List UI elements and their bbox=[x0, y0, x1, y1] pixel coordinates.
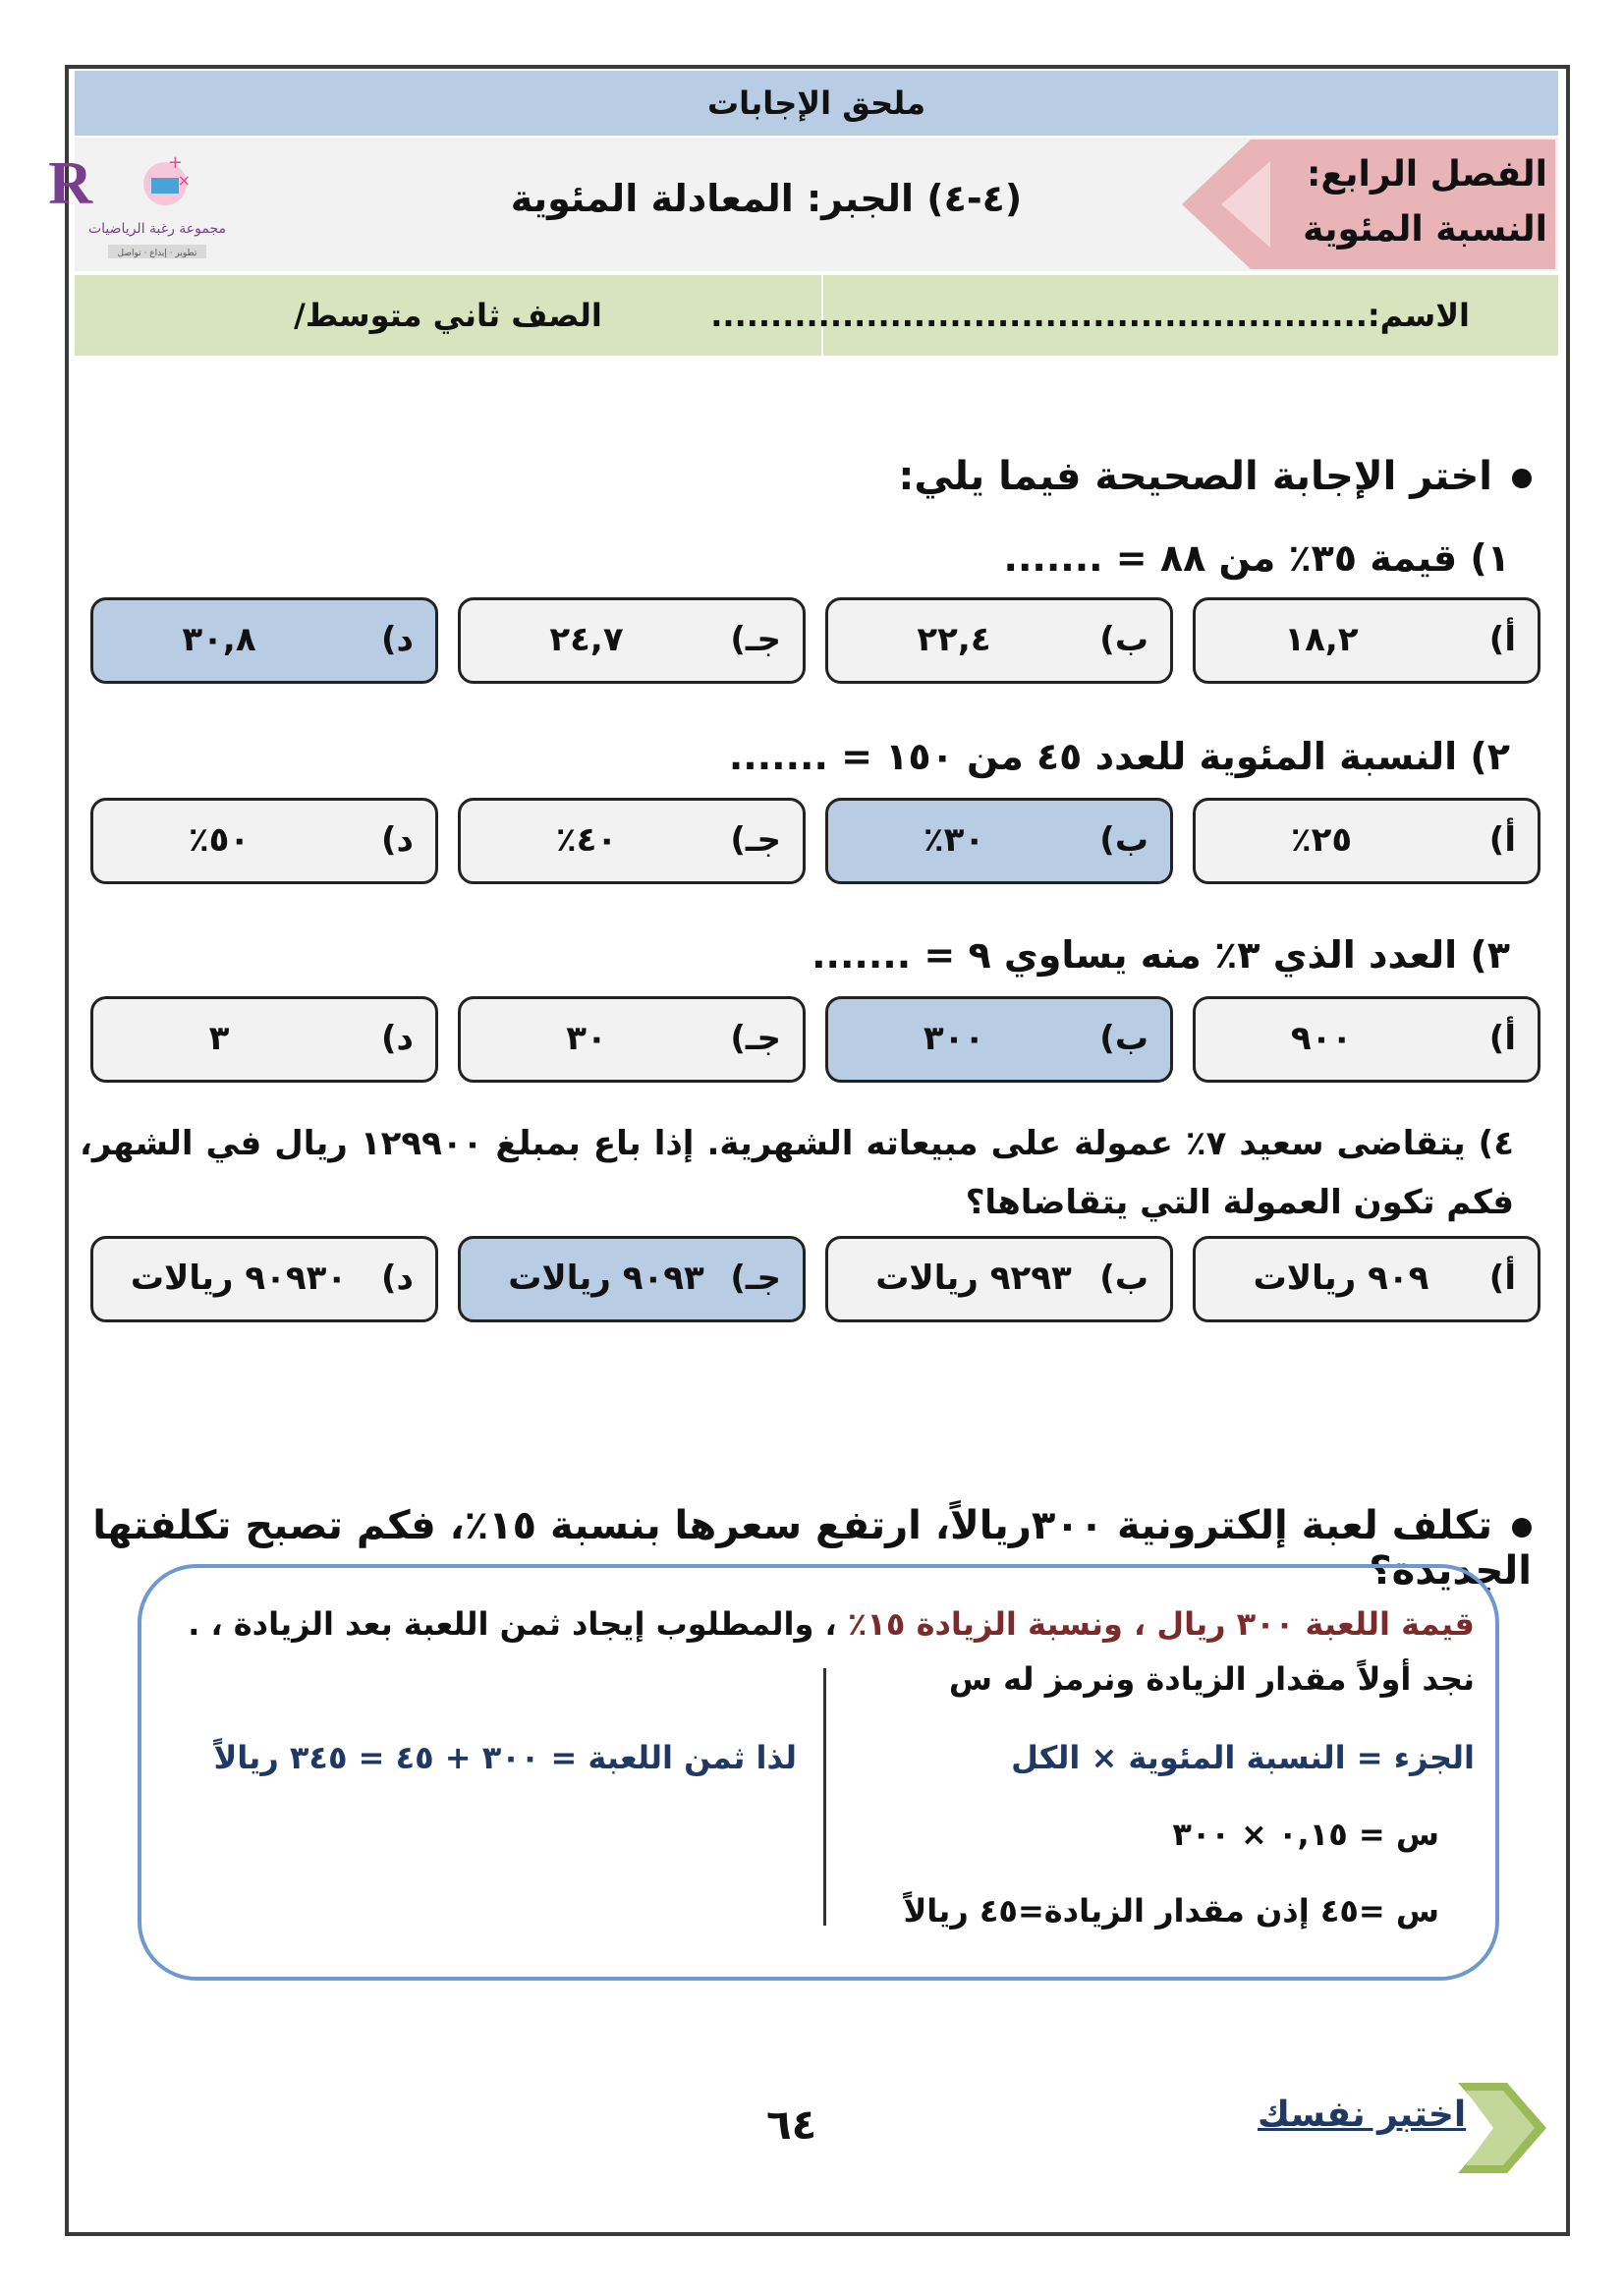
option-label: ب) bbox=[1099, 1019, 1148, 1058]
q4-option-d[interactable] bbox=[90, 1236, 438, 1322]
q3-option-a[interactable] bbox=[1193, 996, 1540, 1083]
option-value: ٩٠٩٣٠ ريالات bbox=[130, 1259, 348, 1298]
q4-option-b[interactable] bbox=[825, 1236, 1173, 1322]
answer-formula: الجزء = النسبة المئوية × الكل bbox=[1011, 1739, 1475, 1776]
question-2-options bbox=[90, 798, 1540, 892]
chapter-line-1: الفصل الرابع: bbox=[1306, 154, 1547, 195]
answer-given-line bbox=[188, 1605, 1475, 1643]
option-label: د) bbox=[381, 820, 414, 860]
option-label: د) bbox=[381, 1259, 414, 1298]
answer-step-1: نجد أولاً مقدار الزيادة ونرمز له س bbox=[948, 1660, 1475, 1698]
option-label: أ) bbox=[1488, 1259, 1516, 1298]
q2-option-d[interactable] bbox=[90, 798, 438, 884]
question-3-options bbox=[90, 996, 1540, 1091]
option-label: جـ) bbox=[730, 620, 781, 659]
group-logo bbox=[48, 142, 227, 265]
option-label: د) bbox=[381, 620, 414, 659]
given-price: قيمة اللعبة ٣٠٠ ريال ، bbox=[1134, 1605, 1475, 1643]
question-1-text: ١) قيمة ٣٥٪ من ٨٨ = ....... bbox=[1003, 536, 1510, 580]
appendix-title: ملحق الإجابات bbox=[707, 84, 925, 122]
question-4-options bbox=[90, 1236, 1540, 1330]
question-1-options bbox=[90, 597, 1540, 692]
svg-text:+: + bbox=[167, 152, 183, 173]
required-text: ، والمطلوب إيجاد ثمن اللعبة بعد الزيادة ، . bbox=[188, 1605, 837, 1643]
svg-text:×: × bbox=[177, 171, 191, 190]
option-value: ٩٠٩٣ ريالات bbox=[508, 1259, 704, 1298]
instruction-text: اختر الإجابة الصحيحة فيما يلي: bbox=[898, 454, 1492, 499]
student-info-band bbox=[75, 275, 1558, 356]
question-3-text: ٣) العدد الذي ٣٪ منه يساوي ٩ = ....... bbox=[812, 933, 1510, 977]
option-label: ب) bbox=[1099, 620, 1148, 659]
option-value: ٩٠٩ ريالات bbox=[1253, 1259, 1429, 1298]
q1-option-a[interactable] bbox=[1193, 597, 1540, 684]
appendix-title-band bbox=[75, 71, 1558, 136]
lesson-name: الجبر: المعادلة المئوية bbox=[510, 177, 915, 220]
option-value: ٣٠ bbox=[566, 1019, 607, 1058]
option-value: ٣٠٠ bbox=[923, 1019, 985, 1058]
option-label: أ) bbox=[1488, 820, 1516, 860]
svg-text:R: R bbox=[48, 150, 92, 217]
option-label: أ) bbox=[1488, 1019, 1516, 1058]
bullet-icon bbox=[1512, 469, 1532, 488]
q3-option-c[interactable] bbox=[458, 996, 806, 1083]
option-value: ٣٠,٨ bbox=[182, 620, 256, 659]
option-label: ب) bbox=[1099, 1259, 1148, 1298]
chapter-title bbox=[1253, 147, 1547, 265]
lesson-number: (٤-٤) bbox=[926, 177, 1023, 220]
option-label: ب) bbox=[1099, 820, 1148, 860]
name-label: الاسم:....................................................... bbox=[710, 297, 1470, 334]
option-value: ٤٠٪ bbox=[555, 820, 618, 860]
option-value: ٣٠٪ bbox=[923, 820, 985, 860]
option-value: ٣ bbox=[208, 1019, 230, 1058]
chevron-right-icon[interactable] bbox=[1452, 2079, 1550, 2177]
q3-option-d[interactable] bbox=[90, 996, 438, 1083]
option-value: ٢٥٪ bbox=[1290, 820, 1353, 860]
q2-option-c[interactable] bbox=[458, 798, 806, 884]
option-label: جـ) bbox=[730, 1259, 781, 1298]
word-problem-text: تكلف لعبة إلكترونية ٣٠٠ريالاً، ارتفع سعرها بنسبة ١٥٪، فكم تصبح تكلفتها الجديدة؟ bbox=[92, 1503, 1532, 1594]
q3-option-b[interactable] bbox=[825, 996, 1173, 1083]
option-value: ٢٤,٧ bbox=[549, 620, 624, 659]
option-value: ٢٢,٤ bbox=[917, 620, 991, 659]
option-value: ٩٢٩٣ ريالات bbox=[875, 1259, 1072, 1298]
option-value: ٥٠٪ bbox=[188, 820, 251, 860]
logo-text: مجموعة رغبة الرياضيات bbox=[87, 221, 227, 237]
question-4-text: ٤) يتقاضى سعيد ٧٪ عمولة على مبيعاته الشهرية. إذا باع بمبلغ ١٢٩٩٠٠ ريال في الشهر، فكم تكون العمولة التي يتقاضاها؟ bbox=[80, 1124, 1514, 1222]
answer-divider bbox=[823, 1668, 826, 1926]
q2-option-a[interactable] bbox=[1193, 798, 1540, 884]
lesson-title bbox=[462, 177, 1071, 220]
q2-option-b[interactable] bbox=[825, 798, 1173, 884]
logo-subtext: تطوير · إبداع · تواصل bbox=[117, 249, 197, 258]
grade-label: الصف ثاني متوسط/ bbox=[294, 297, 602, 334]
q1-option-c[interactable] bbox=[458, 597, 806, 684]
bullet-icon bbox=[1512, 1518, 1532, 1538]
instruction bbox=[898, 454, 1532, 499]
given-rate: ونسبة الزيادة ١٥٪ bbox=[847, 1605, 1123, 1643]
answer-result: س =٤٥ إذن مقدار الزيادة=٤٥ ريالاً bbox=[903, 1892, 1439, 1930]
question-2-text: ٢) النسبة المئوية للعدد ٤٥ من ١٥٠ = ....... bbox=[728, 735, 1510, 778]
test-yourself-link[interactable]: اختبر نفسك bbox=[1258, 2095, 1467, 2135]
name-field[interactable] bbox=[710, 275, 1558, 356]
option-label: د) bbox=[381, 1019, 414, 1058]
option-value: ١٨,٢ bbox=[1284, 620, 1359, 659]
option-label: جـ) bbox=[730, 820, 781, 860]
q1-option-b[interactable] bbox=[825, 597, 1173, 684]
option-value: ٩٠٠ bbox=[1290, 1019, 1353, 1058]
answer-substitution: س = ٠,١٥ × ٣٠٠ bbox=[1172, 1816, 1439, 1853]
q1-option-d[interactable] bbox=[90, 597, 438, 684]
answer-final: لذا ثمن اللعبة = ٣٠٠ + ٤٥ = ٣٤٥ ريالاً bbox=[213, 1739, 797, 1776]
grade-field bbox=[75, 275, 821, 356]
option-label: أ) bbox=[1488, 620, 1516, 659]
page-number: ٦٤ bbox=[766, 2100, 817, 2149]
q4-option-a[interactable] bbox=[1193, 1236, 1540, 1322]
option-label: جـ) bbox=[730, 1019, 781, 1058]
q4-option-c[interactable] bbox=[458, 1236, 806, 1322]
chapter-line-2: النسبة المئوية bbox=[1303, 209, 1547, 250]
